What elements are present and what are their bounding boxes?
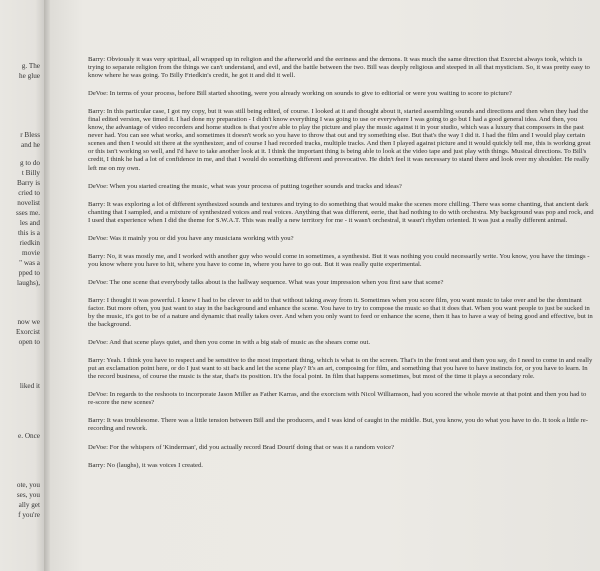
speaker-label: Barry:	[88, 296, 106, 304]
left-fragment: g. The	[21, 62, 40, 70]
speaker-label: DeVoe:	[88, 391, 108, 399]
left-fragment: ses, you	[16, 491, 40, 499]
interview-paragraph	[88, 391, 594, 407]
left-fragment: laughs),	[17, 279, 40, 287]
paragraph-text: It was exploring a lot of different synthesized sounds and textures and trying to do something that would make the scenes more chilling. There was some chanting, that ancient dark chanting that I sampled, and a mixture of synthesized voices and real voices. Anything that was different, eerie, that had nothing to do with orchestra. My background was pop and rock, and I used that experience when I did the theme for S.W.A.T. This was really a new territory for me - it wasn't orchestral, it wasn't rhythm oriented. It was just a really different animal.	[88, 200, 594, 224]
left-fragment: movie	[22, 249, 40, 257]
speaker-label: Barry:	[88, 357, 106, 365]
paragraph-text: Was it mainly you or did you have any musicians working with you?	[109, 234, 294, 242]
left-fragment: he glue	[19, 72, 40, 80]
left-fragment: sses me.	[16, 209, 40, 217]
interview-paragraph	[88, 90, 594, 98]
speaker-label: Barry:	[88, 56, 106, 63]
speaker-label: DeVoe:	[88, 339, 108, 347]
interview-paragraph	[88, 253, 594, 269]
paragraph-text: Yeah. I think you have to respect and be sensitive to the most important thing, which is what is on the screen. That's in the front seat and then you say, do I need to come in and really put an exclamation point here, or do I just want to sit back and let the scene play? It's an art, composing for film, and something that you have to have instincts for, or you have to learn. In the record business, of course the music is the star, that's its position. It's the focal point. In film that happens sometimes, but most of the time it plays a secondary role.	[88, 357, 593, 381]
interview-paragraph	[88, 417, 594, 433]
left-fragment: Exorcist	[16, 328, 40, 336]
left-fragment: this is a	[18, 229, 40, 237]
speaker-label: Barry:	[88, 200, 106, 208]
interview-paragraph	[88, 297, 594, 329]
interview-paragraph	[88, 201, 594, 225]
paragraph-text: When you started creating the music, what was your process of putting together sounds and tracks and ideas?	[109, 182, 402, 190]
left-fragment: Barry is	[17, 179, 40, 187]
paragraph-text: In regards to the reshoots to incorporate Jason Miller as Father Karras, and the exorcism with Nicol Williamson, had you scored the whole movie at that point and then you had to re-score the new scenes?	[88, 391, 587, 407]
left-fragment: r Bless	[20, 131, 40, 139]
paragraph-text: For the whispers of 'Kinderman', did you actually record Brad Dourif doing that or was it a random voice?	[109, 443, 395, 451]
speaker-label: Barry:	[88, 417, 106, 425]
interview-paragraph	[88, 462, 594, 470]
interview-paragraph	[88, 339, 594, 347]
paragraph-text: No (laughs), it was voices I created.	[106, 461, 203, 469]
speaker-label: DeVoe:	[88, 278, 108, 286]
paragraph-text: No, it was mostly me, and I worked with another guy who would come in sometimes, a synthesist. But it was nothing you could necessarily write. You know, you have the timings - you know where you have to hit, where you have to come in, where you have to go out. But it was really quite experimental.	[88, 252, 590, 268]
left-fragment: cried to	[18, 189, 40, 197]
left-fragment: now we	[17, 318, 40, 326]
left-page	[0, 0, 44, 571]
interview-paragraph	[88, 444, 594, 452]
speaker-label: Barry:	[88, 461, 106, 469]
paragraph-text: I thought it was powerful. I knew I had to be clever to add to that without taking away from it. Sometimes when you score film, you want music to take over and be the dominant factor. But more often, you just want to stay in the background and enhance the scene. You have to try to compose the music so that it does that. When you want people to just be sucked in by the music, it's got to be of a nature and dynamic that really takes over. And when you only want to feed or enhance the scene, then it has to have a way of being good and effective, but in the background.	[88, 296, 593, 329]
interview-paragraph	[88, 183, 594, 191]
left-fragment: f you're	[18, 511, 40, 519]
left-fragment: liked it	[19, 382, 40, 390]
paragraph-text: And that scene plays quiet, and then you come in with a big stab of music as the shears come out.	[109, 339, 371, 347]
left-fragment: e. Once	[18, 432, 40, 440]
interview-column	[88, 56, 594, 480]
left-fragment: g to do	[20, 159, 40, 167]
left-fragment: les and	[19, 219, 40, 227]
right-page	[50, 0, 600, 571]
left-fragment: pped to	[18, 269, 40, 277]
left-fragment: ally get	[18, 501, 40, 509]
speaker-label: DeVoe:	[88, 90, 108, 98]
speaker-label: DeVoe:	[88, 443, 108, 451]
paragraph-text: Obviously it was very spiritual, all wrapped up in religion and the afterworld and the eeriness and the demons. It was much the same direction that Exorcist always took, which is trying to separate religion from the things we can't understand, and evil, and the battle between the two. Bill was deeply religious and steeped in all that mysticism. So, it was pretty easy to know where he was going. To Billy Friedkin's credit, he got it and did it well.	[88, 56, 590, 80]
speaker-label: DeVoe:	[88, 182, 108, 190]
left-fragment: riedkin	[19, 239, 40, 247]
left-fragment: and he	[21, 141, 40, 149]
paragraph-text: In this particular case, I got my copy, but it was still being edited, of course. I looked at it and thought about it, started assembling sounds and directions and then when they had the final edited version, we timed it. I had done my preparation - I didn't know everything I was going to use or everywhere I was going to go but I had a good general idea. And then, you know, the advantage of video recorders and home studios is that you're able to play the picture and play the music against it in your studio, which was a luxury that composers in the past never had. You can see what works, and sometimes it doesn't work so you have to throw that out and try something else. But that's the way I did it. I had the film and I would play certain scenes and then I would sit there at the synthesizer, and of course I had recorded tracks, multiple tracks. And then I played against picture and it would quickly tell me, this is working great or this isn't working so well, and I'd have to take another look at it. I think the important thing is being able to look at the video tape and just play with things. Musical directions. To Bill's credit, I think he had a lot of confidence in me, and that I would do something different and provocative. He didn't feel it was necessary to stand there and look over my shoulder. He really left me on my own.	[88, 108, 591, 172]
paragraph-text: It was troublesome. There was a little tension between Bill and the producers, and I was kind of caught in the middle. But, you know, you do what you have to do. It took a little re-recording and rework.	[88, 417, 588, 433]
left-fragment: open to	[18, 338, 40, 346]
interview-paragraph	[88, 56, 594, 80]
left-fragment: novelist	[17, 199, 40, 207]
paragraph-text: The one scene that everybody talks about is the hallway sequence. What was your impression when you first saw that scene?	[109, 278, 444, 286]
interview-paragraph	[88, 279, 594, 287]
speaker-label: Barry:	[88, 252, 106, 260]
interview-paragraph	[88, 108, 594, 172]
left-fragment: " was a	[19, 259, 40, 267]
paragraph-text: In terms of your process, before Bill started shooting, were you already working on sounds to give to editorial or were you waiting to score to picture?	[109, 90, 512, 98]
interview-paragraph	[88, 357, 594, 381]
interview-paragraph	[88, 235, 594, 243]
speaker-label: DeVoe:	[88, 234, 108, 242]
left-fragment: ote, you	[16, 481, 40, 489]
left-fragment: t Billy	[21, 169, 40, 177]
speaker-label: Barry:	[88, 108, 106, 116]
